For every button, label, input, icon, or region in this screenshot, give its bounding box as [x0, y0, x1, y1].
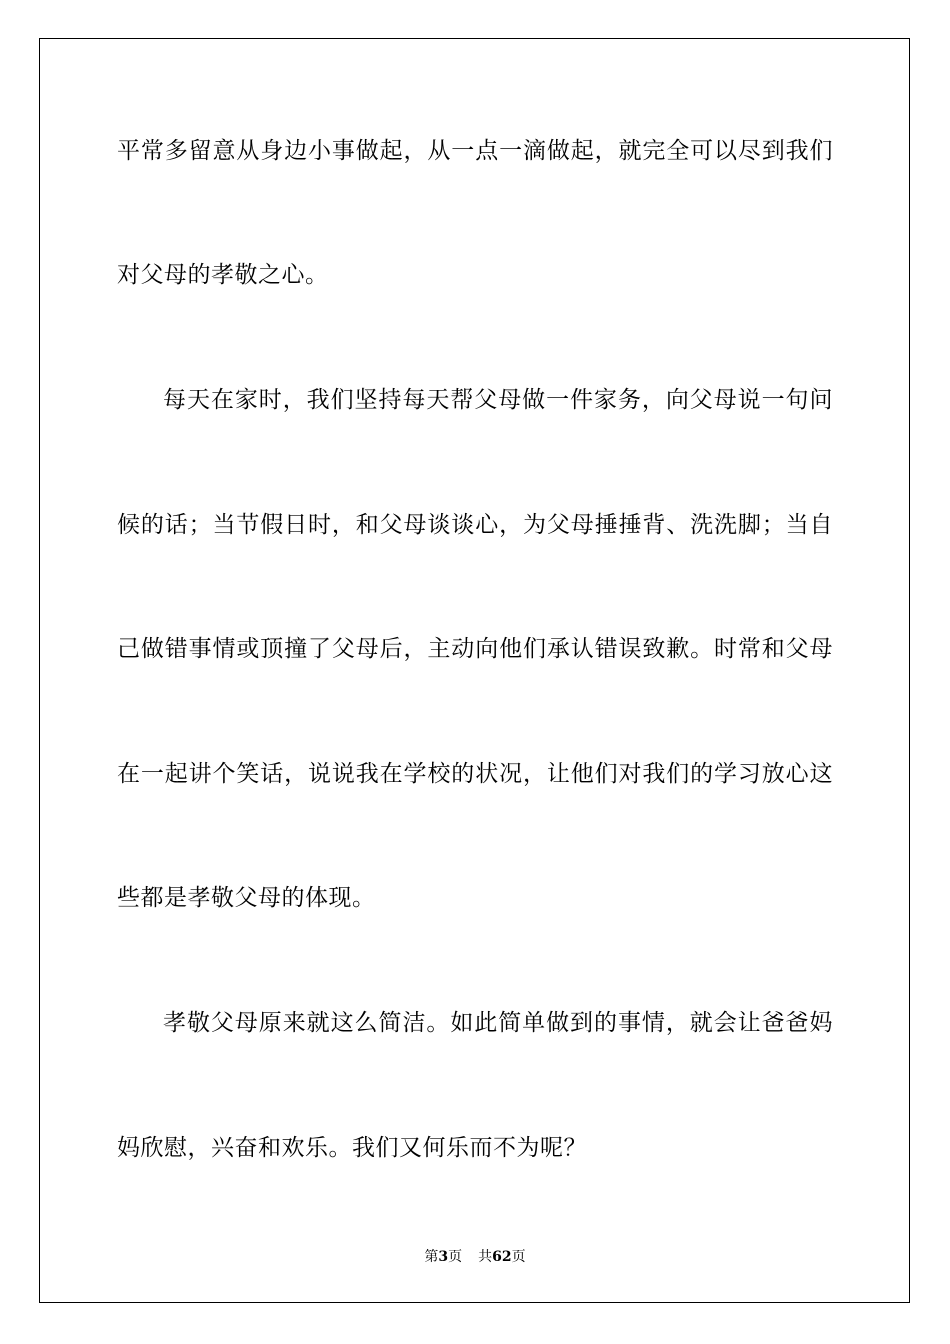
page-border [39, 38, 910, 1303]
footer-page-prefix: 第 [424, 1249, 439, 1265]
footer-page-suffix: 页 [448, 1249, 463, 1265]
text-line-8: 孝敬父母原来就这么简洁。如此简单做到的事情，就会让爸爸妈 [163, 1010, 833, 1036]
text-line-1: 平常多留意从身边小事做起，从一点一滴做起，就完全可以尽到我们 [117, 138, 833, 164]
footer-total-prefix: 共 [478, 1249, 493, 1265]
text-line-6: 在一起讲个笑话，说说我在学校的状况，让他们对我们的学习放心这 [117, 761, 833, 787]
text-line-3: 每天在家时，我们坚持每天帮父母做一件家务，向父母说一句问 [163, 387, 833, 413]
footer-total-suffix: 页 [511, 1249, 526, 1265]
text-line-5: 己做错事情或顶撞了父母后，主动向他们承认错误致歉。时常和父母 [117, 636, 833, 662]
page-footer [0, 1247, 950, 1267]
text-line-7: 些都是孝敬父母的体现。 [117, 885, 376, 911]
footer-total-pages: 62 [492, 1249, 512, 1265]
text-line-2: 对父母的孝敬之心。 [117, 262, 329, 288]
text-line-9: 妈欣慰，兴奋和欢乐。我们又何乐而不为呢？ [117, 1135, 587, 1161]
footer-current-page: 3 [438, 1249, 449, 1265]
text-line-4: 候的话；当节假日时，和父母谈谈心，为父母捶捶背、洗洗脚；当自 [117, 512, 833, 538]
